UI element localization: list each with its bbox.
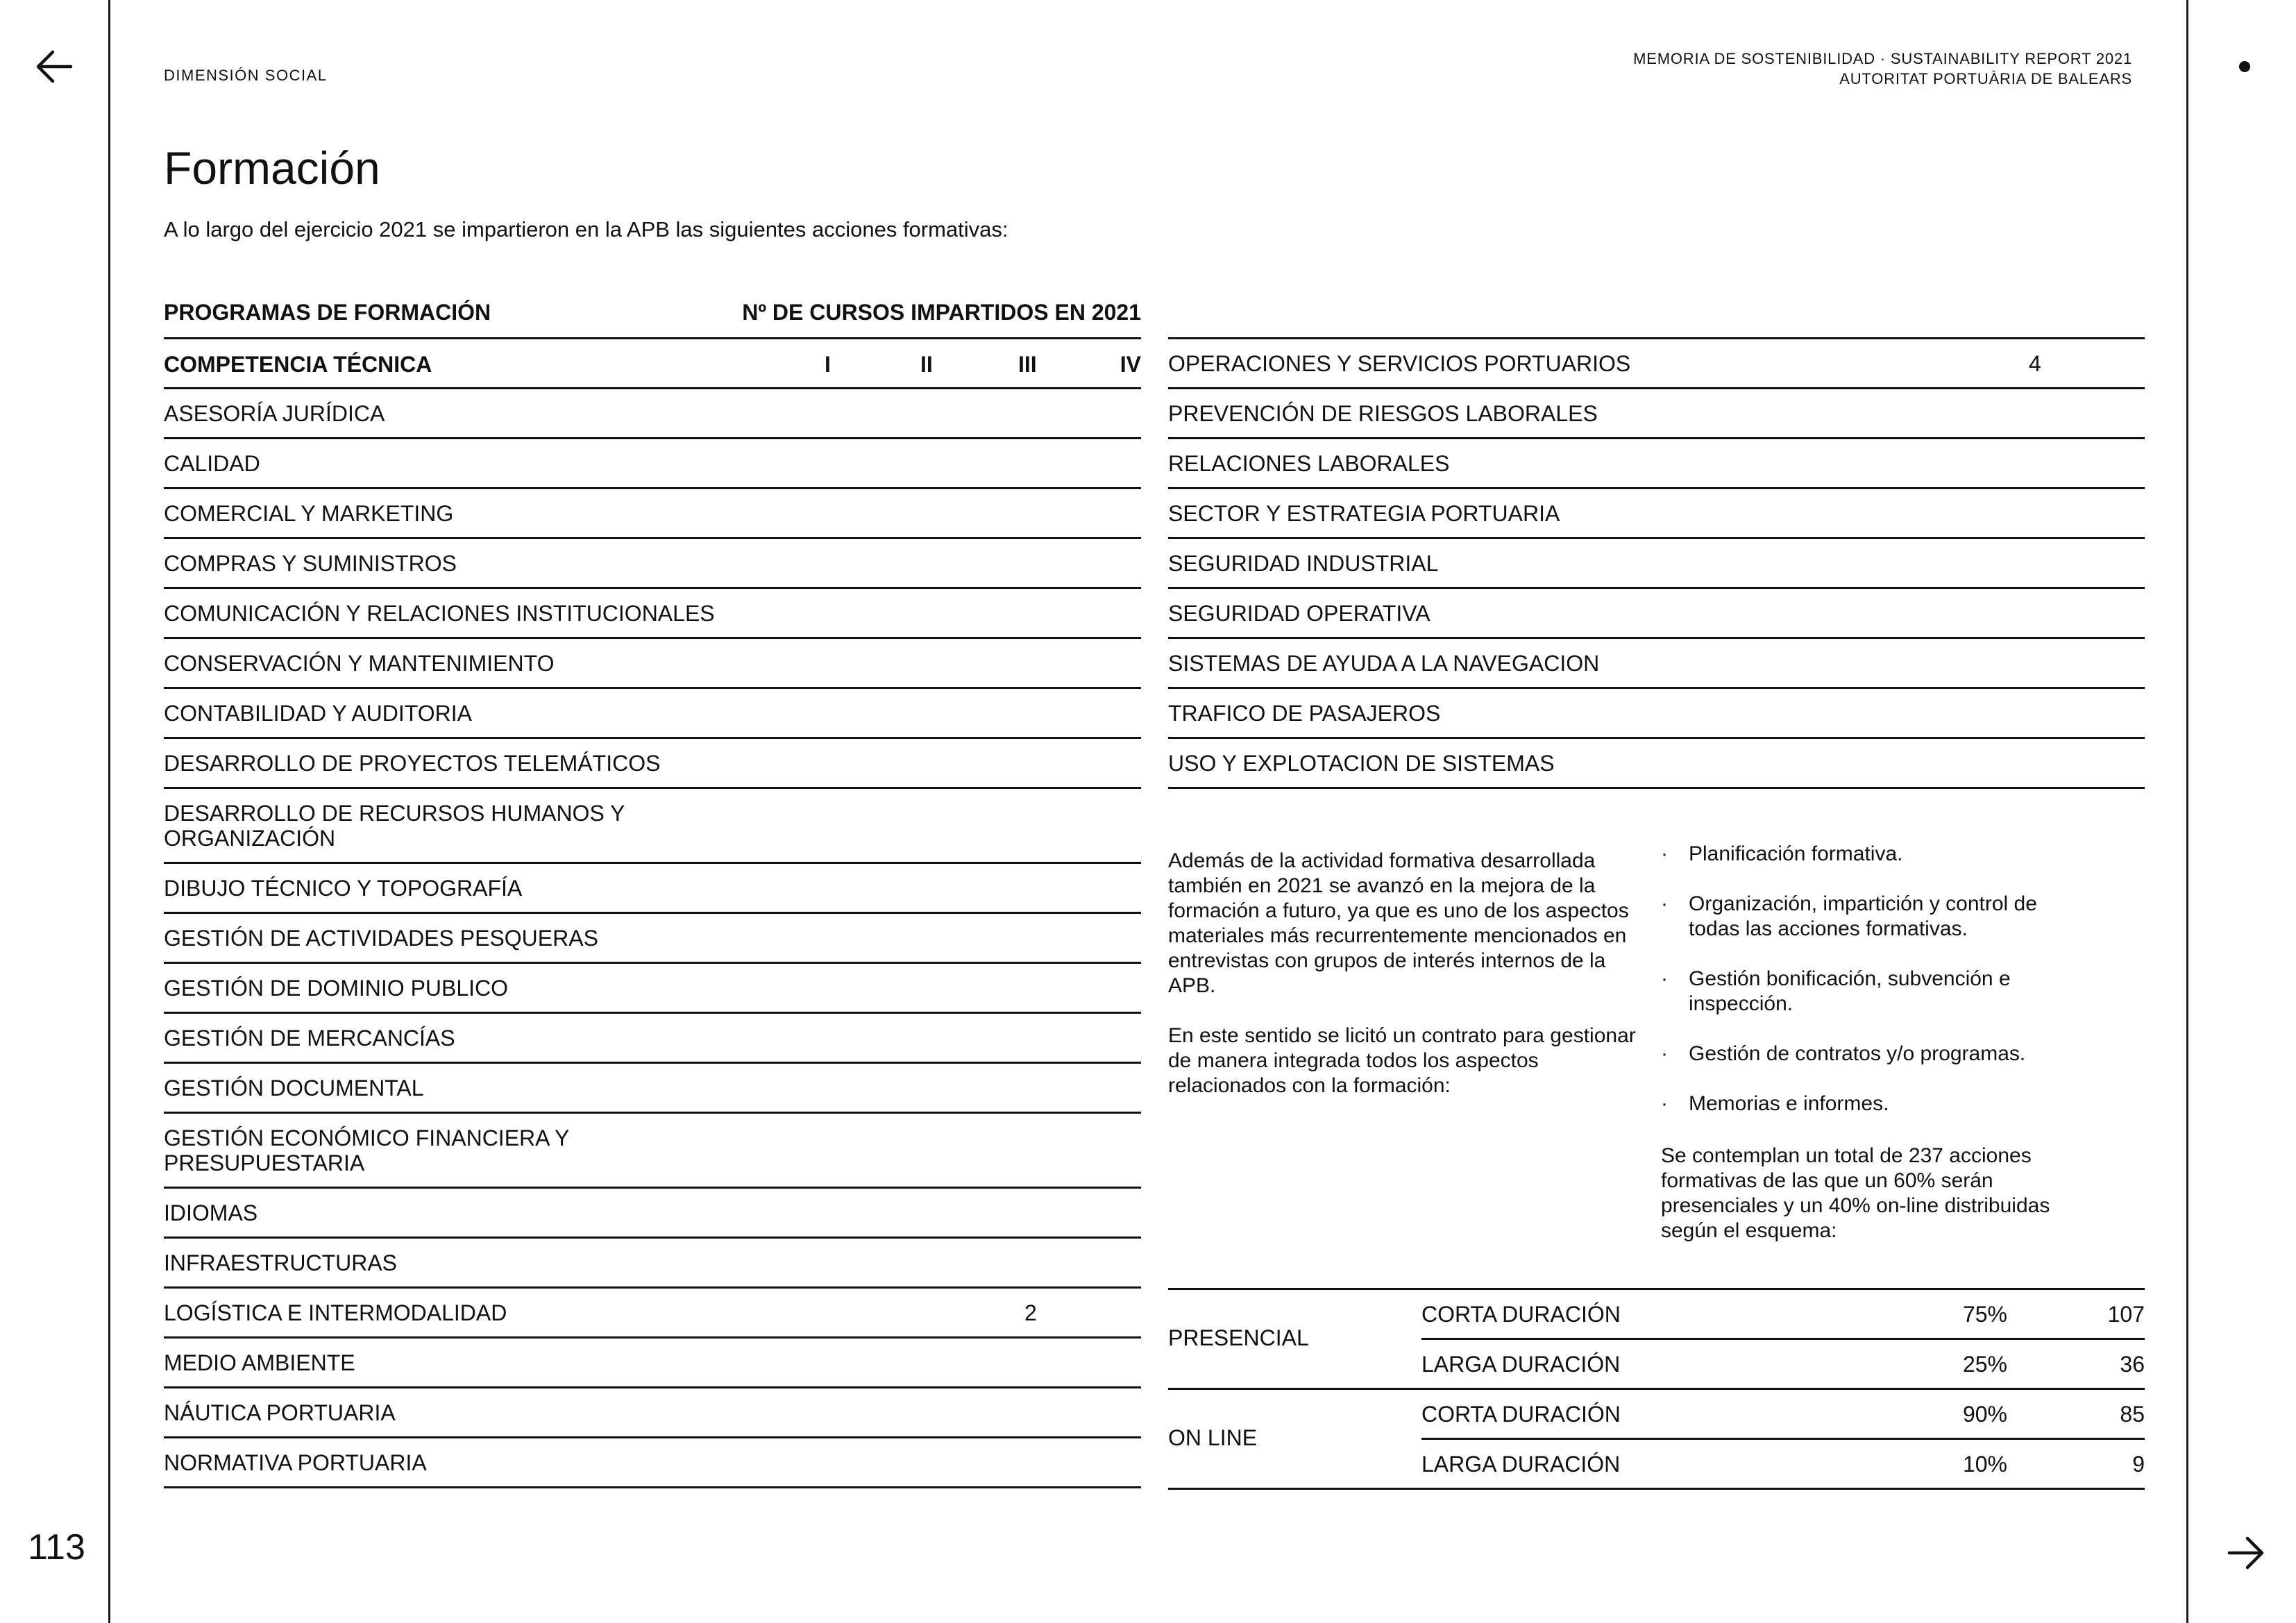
program-label: COMPRAS Y SUMINISTROS bbox=[164, 551, 457, 576]
program-label: GESTIÓN DE ACTIVIDADES PESQUERAS bbox=[164, 926, 598, 951]
row-rule bbox=[1168, 687, 2145, 689]
duration-count: 9 bbox=[2132, 1452, 2145, 1477]
row-rule bbox=[1168, 787, 2145, 789]
arrow-left-icon[interactable] bbox=[33, 46, 75, 87]
program-label: NORMATIVA PORTUARIA bbox=[164, 1450, 427, 1475]
program-label: RELACIONES LABORALES bbox=[1168, 451, 1450, 476]
program-label: CALIDAD bbox=[164, 451, 260, 476]
row-rule bbox=[164, 687, 1141, 689]
row-rule bbox=[164, 1286, 1141, 1289]
row-rule bbox=[164, 737, 1141, 739]
level-iv: IV bbox=[1120, 352, 1141, 377]
dist-rule bbox=[1421, 1438, 2145, 1440]
header-rule bbox=[164, 337, 1141, 339]
row-rule bbox=[1168, 437, 2145, 439]
duration-percent: 90% bbox=[1962, 1402, 2007, 1427]
row-rule bbox=[164, 912, 1141, 914]
program-label: CONSERVACIÓN Y MANTENIMIENTO bbox=[164, 651, 555, 676]
page-number: 113 bbox=[28, 1527, 85, 1567]
body-paragraph-1: Además de la actividad formativa desarrollada también en 2021 se avanzó en la mejora de la formación a futuro, ya que es uno de los aspectos materiales más recurrentemente mencionados en entrevistas con grupos de interés internos de la APB. bbox=[1168, 849, 1629, 997]
row-rule bbox=[164, 387, 1141, 389]
program-label: NÁUTICA PORTUARIA bbox=[164, 1400, 396, 1425]
dist-rule bbox=[1168, 1388, 2145, 1390]
program-label: USO Y EXPLOTACION DE SISTEMAS bbox=[1168, 751, 1555, 776]
col-courses-header: Nº DE CURSOS IMPARTIDOS EN 2021 bbox=[742, 300, 1141, 325]
bullet-item: · Organización, impartición y control de todas las acciones formativas. bbox=[1661, 892, 2050, 942]
report-title-line2: AUTORITAT PORTUÀRIA DE BALEARS bbox=[1839, 70, 2132, 87]
row-rule bbox=[164, 487, 1141, 489]
program-label: IDIOMAS bbox=[164, 1200, 258, 1225]
program-label: GESTIÓN ECONÓMICO FINANCIERA Y bbox=[164, 1125, 570, 1150]
row-rule bbox=[164, 962, 1141, 964]
row-rule bbox=[164, 587, 1141, 589]
program-label: LOGÍSTICA E INTERMODALIDAD bbox=[164, 1300, 507, 1325]
program-label: TRAFICO DE PASAJEROS bbox=[1168, 701, 1441, 726]
program-label: DESARROLLO DE PROYECTOS TELEMÁTICOS bbox=[164, 751, 661, 776]
program-label: COMERCIAL Y MARKETING bbox=[164, 501, 454, 526]
program-label: DIBUJO TÉCNICO Y TOPOGRAFÍA bbox=[164, 876, 523, 901]
row-rule bbox=[164, 1336, 1141, 1339]
bullet-item: · Memorias e informes. bbox=[1661, 1091, 2050, 1116]
program-label: SISTEMAS DE AYUDA A LA NAVEGACION bbox=[1168, 651, 1600, 676]
row-rule bbox=[164, 537, 1141, 539]
row-rule bbox=[1168, 487, 2145, 489]
program-label: PREVENCIÓN DE RIESGOS LABORALES bbox=[1168, 401, 1598, 426]
page-title: Formación bbox=[164, 142, 380, 194]
level-iii: III bbox=[1018, 352, 1037, 377]
course-count: 2 bbox=[1024, 1300, 1037, 1325]
duration-percent: 10% bbox=[1962, 1452, 2007, 1477]
program-label: SEGURIDAD OPERATIVA bbox=[1168, 601, 1430, 626]
program-label: ASESORÍA JURÍDICA bbox=[164, 401, 385, 426]
row-rule bbox=[164, 1012, 1141, 1014]
program-label: INFRAESTRUCTURAS bbox=[164, 1250, 398, 1275]
section-label: DIMENSIÓN SOCIAL bbox=[164, 67, 328, 84]
row-rule bbox=[164, 437, 1141, 439]
mode-label: PRESENCIAL bbox=[1168, 1325, 1309, 1350]
row-rule bbox=[164, 862, 1141, 864]
bullet-dot-icon bbox=[2239, 61, 2250, 72]
level-i: I bbox=[825, 352, 831, 377]
report-title-line1: MEMORIA DE SOSTENIBILIDAD · SUSTAINABILITY REPORT 2021 bbox=[1633, 50, 2132, 67]
row-rule bbox=[1168, 637, 2145, 639]
dist-rule bbox=[1168, 1488, 2145, 1490]
body-paragraph-2: En este sentido se licitó un contrato para gestionar de manera integrada todos los aspectos relacionados con la formación: bbox=[1168, 1024, 1636, 1097]
row-rule bbox=[164, 1237, 1141, 1239]
table-header bbox=[164, 300, 1141, 336]
duration-type: CORTA DURACIÓN bbox=[1421, 1302, 1621, 1327]
row-rule bbox=[164, 1486, 1141, 1488]
row-rule bbox=[1168, 737, 2145, 739]
duration-count: 85 bbox=[2120, 1402, 2145, 1427]
duration-count: 36 bbox=[2120, 1352, 2145, 1377]
duration-percent: 25% bbox=[1962, 1352, 2007, 1377]
row-rule bbox=[164, 1386, 1141, 1388]
row-rule bbox=[1168, 337, 2145, 339]
duration-type: LARGA DURACIÓN bbox=[1421, 1452, 1621, 1477]
group-label: COMPETENCIA TÉCNICA bbox=[164, 352, 432, 377]
body-text bbox=[1168, 849, 1654, 1123]
dist-rule bbox=[1421, 1338, 2145, 1340]
row-rule bbox=[164, 637, 1141, 639]
row-rule bbox=[164, 1436, 1141, 1438]
program-label: OPERACIONES Y SERVICIOS PORTUARIOS bbox=[1168, 351, 1631, 376]
row-rule bbox=[1168, 587, 2145, 589]
program-label: GESTIÓN DOCUMENTAL bbox=[164, 1076, 424, 1101]
bullet-list bbox=[1661, 842, 2050, 1141]
program-label: SEGURIDAD INDUSTRIAL bbox=[1168, 551, 1439, 576]
duration-type: CORTA DURACIÓN bbox=[1421, 1402, 1621, 1427]
row-rule bbox=[1168, 387, 2145, 389]
program-label: COMUNICACIÓN Y RELACIONES INSTITUCIONALES bbox=[164, 601, 715, 626]
bullet-item: · Gestión bonificación, subvención e inspección. bbox=[1661, 967, 2050, 1017]
course-count: 4 bbox=[2029, 351, 2041, 376]
left-margin-rule bbox=[108, 0, 110, 1623]
program-label: MEDIO AMBIENTE bbox=[164, 1350, 355, 1375]
program-label: GESTIÓN DE MERCANCÍAS bbox=[164, 1026, 455, 1051]
right-margin-rule bbox=[2186, 0, 2188, 1623]
bullet-item: · Gestión de contratos y/o programas. bbox=[1661, 1042, 2050, 1067]
program-label: GESTIÓN DE DOMINIO PUBLICO bbox=[164, 976, 509, 1001]
row-rule bbox=[164, 1062, 1141, 1064]
duration-count: 107 bbox=[2107, 1302, 2145, 1327]
program-label-cont: ORGANIZACIÓN bbox=[164, 826, 336, 851]
col-programs-header: PROGRAMAS DE FORMACIÓN bbox=[164, 300, 491, 325]
row-rule bbox=[1168, 537, 2145, 539]
mode-label: ON LINE bbox=[1168, 1425, 1258, 1450]
bullet-item: · Planificación formativa. bbox=[1661, 842, 2050, 867]
report-title bbox=[1633, 49, 2132, 89]
summary-text: Se contemplan un total de 237 acciones formativas de las que un 60% serán presenciales y un 40% on-line distribuidas según el esquema: bbox=[1661, 1144, 2050, 1242]
level-ii: II bbox=[920, 352, 933, 377]
row-rule bbox=[164, 1187, 1141, 1189]
row-rule bbox=[164, 1112, 1141, 1114]
arrow-right-icon[interactable] bbox=[2225, 1532, 2267, 1574]
dist-rule bbox=[1168, 1288, 2145, 1290]
program-label: SECTOR Y ESTRATEGIA PORTUARIA bbox=[1168, 501, 1560, 526]
duration-type: LARGA DURACIÓN bbox=[1421, 1352, 1621, 1377]
duration-percent: 75% bbox=[1962, 1302, 2007, 1327]
program-label: CONTABILIDAD Y AUDITORIA bbox=[164, 701, 472, 726]
program-label-cont: PRESUPUESTARIA bbox=[164, 1150, 365, 1175]
row-rule bbox=[164, 787, 1141, 789]
intro-text: A lo largo del ejercicio 2021 se impartieron en la APB las siguientes acciones formativas: bbox=[164, 217, 1008, 241]
program-label: DESARROLLO DE RECURSOS HUMANOS Y bbox=[164, 801, 625, 826]
